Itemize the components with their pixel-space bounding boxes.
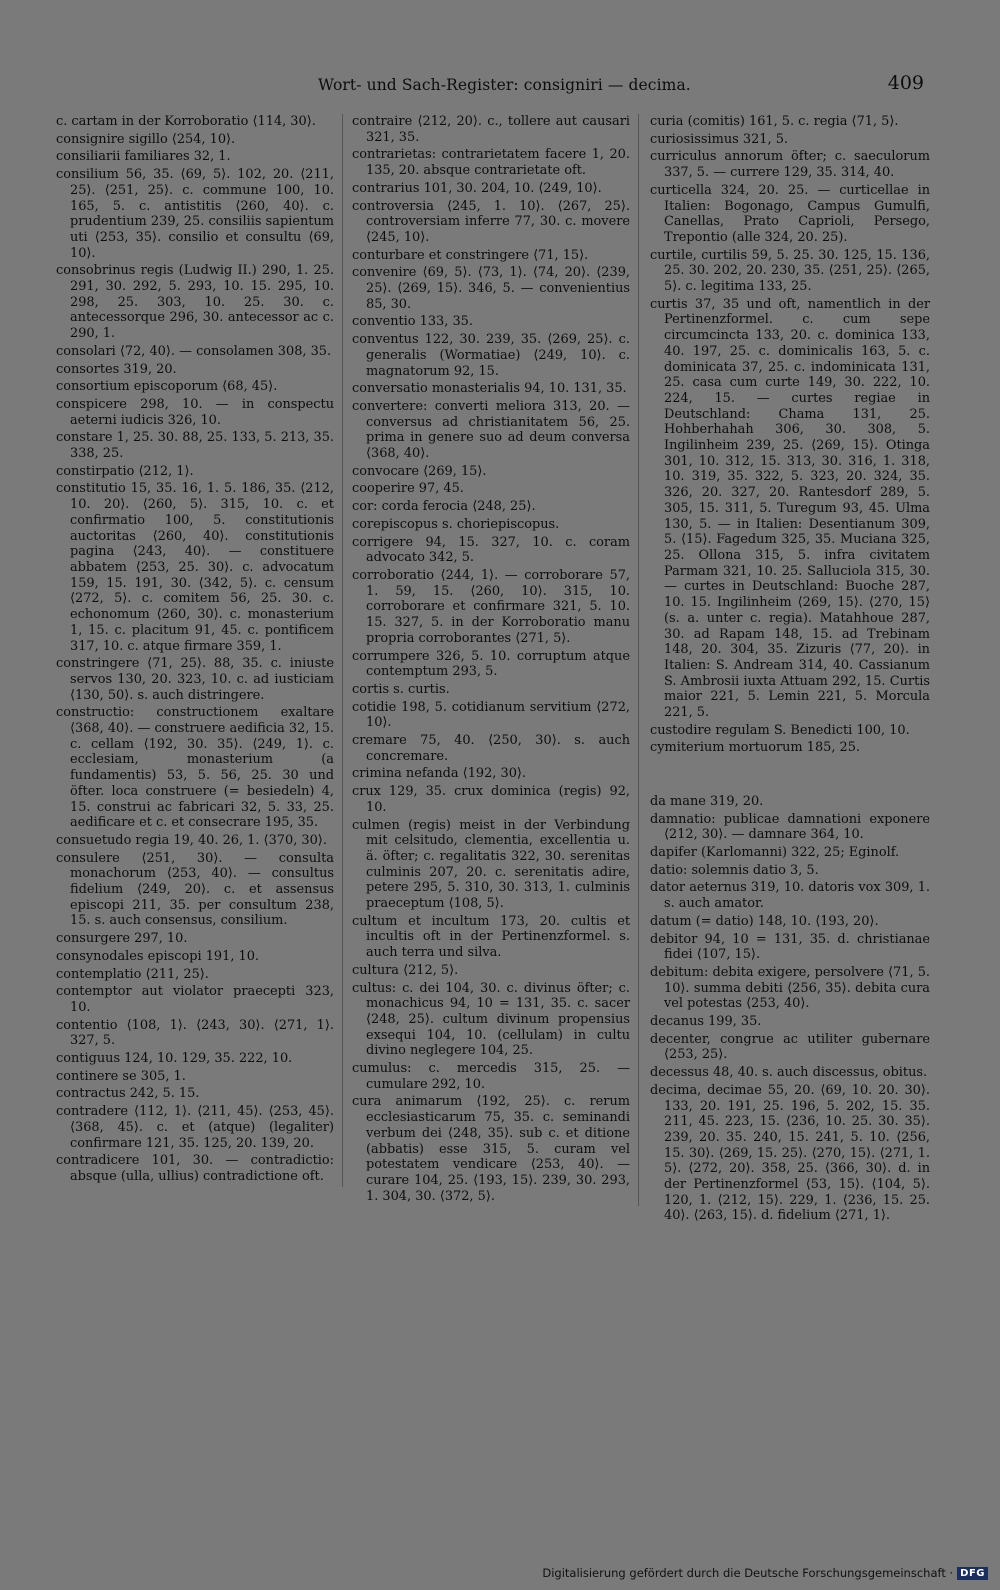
index-entry: datio: solemnis datio 3, 5.	[650, 862, 819, 878]
index-entry: cultus: c. dei 104, 30. c. divinus öfter; c. monachicus 94, 10 = 131, 35. c. sacer ⟨248, 25⟩. cultum divinum propensius exsequi 104, 10. (cellulam) in cultu divino neglegere 104, 25.	[352, 980, 630, 1059]
index-entry: consuetudo regia 19, 40. 26, 1. ⟨370, 30⟩.	[56, 832, 327, 848]
index-entry: cremare 75, 40. ⟨250, 30⟩. s. auch concremare.	[352, 733, 630, 764]
index-entry: cumulus: c. mercedis 315, 25. — cumulare 292, 10.	[352, 1061, 630, 1092]
index-entry: debitor 94, 10 = 131, 35. d. christianae fidei ⟨107, 15⟩.	[650, 931, 930, 963]
index-entry: cura animarum ⟨192, 25⟩. c. rerum ecclesiasticarum 75, 35. c. seminandi verbum dei ⟨248, 35⟩. sub c. et ditione (abbatis) esse 315, 5. curam vel potestatem vendicare ⟨253, 40⟩. — curare 104, 25. ⟨193, 15⟩. 239, 30. 293, 1. 304, 30. ⟨372, 5⟩.	[352, 1094, 630, 1204]
page-number: 409	[887, 72, 924, 94]
index-entry: decima, decimae 55, 20. ⟨69, 10. 20. 30⟩. 133, 20. 191, 25. 196, 5. 202, 15. 35. 211, 45. 223, 15. ⟨236, 10. 25. 30. 35⟩. 239, 20. 35. 240, 15. 241, 5. 10. ⟨256, 15. 30⟩. ⟨269, 15. 25⟩. ⟨270, 15⟩. ⟨271, 1. 5⟩. ⟨272, 20⟩. 358, 25. ⟨366, 30⟩. d. in der Pertinenzformel ⟨53, 15⟩. ⟨104, 5⟩. 120, 1. ⟨212, 15⟩. 229, 1. ⟨236, 15. 25. 40⟩. ⟨263, 15⟩. d. fidelium ⟨271, 1⟩.	[650, 1082, 930, 1224]
index-entry: convenire ⟨69, 5⟩. ⟨73, 1⟩. ⟨74, 20⟩. ⟨239, 25⟩. ⟨269, 15⟩. 346, 5. — convenientius 85, 30.	[352, 265, 630, 312]
index-entry: corrigere 94, 15. 327, 10. c. coram advocato 342, 5.	[352, 534, 630, 566]
index-entry: consilium 56, 35. ⟨69, 5⟩. 102, 20. ⟨211, 25⟩. ⟨251, 25⟩. c. commune 100, 10. 165, 5. c. antistitis ⟨260, 40⟩. c. prudentium 239, 25. consiliis sapientum uti ⟨253, 35⟩. consilio et consultu ⟨69, 10⟩.	[56, 167, 334, 261]
index-entry: corroboratio ⟨244, 1⟩. — corroborare 57, 1. 59, 15. ⟨260, 10⟩. 315, 10. corroborare et confirmare 321, 5. 10. 15. 327, 5. in der Korroboratio manu propria corroborantes ⟨271, 5⟩.	[352, 567, 630, 646]
index-entry: convocare ⟨269, 15⟩.	[352, 463, 487, 479]
index-entry: constirpatio ⟨212, 1⟩.	[56, 463, 194, 479]
index-entry: conversatio monasterialis 94, 10. 131, 35.	[352, 381, 627, 397]
index-entry: consulere ⟨251, 30⟩. — consulta monachorum ⟨253, 40⟩. — consultus fidelium ⟨249, 20⟩. c. et assensus episcopi 211, 35. per consultum 238, 15. s. auch consensus, consilium.	[56, 850, 334, 929]
index-entry: c. cartam in der Korroboratio ⟨114, 30⟩.	[56, 114, 316, 129]
index-entry: curtile, curtilis 59, 5. 25. 30. 125, 15. 136, 25. 30. 202, 20. 230, 35. ⟨251, 25⟩. ⟨265, 5⟩. c. legitima 133, 25.	[650, 247, 930, 295]
index-entry: contrarius 101, 30. 204, 10. ⟨249, 10⟩.	[352, 180, 602, 196]
index-entry: cymiterium mortuorum 185, 25.	[650, 740, 861, 756]
index-entry: crimina nefanda ⟨192, 30⟩.	[352, 766, 527, 782]
index-entry: constringere ⟨71, 25⟩. 88, 35. c. iniuste servos 130, 20. 323, 10. c. ad iusticiam ⟨130, 50⟩. s. auch distringere.	[56, 656, 334, 703]
index-entry: contemplatio ⟨211, 25⟩.	[56, 966, 209, 982]
index-entry: consiliarii familiares 32, 1.	[56, 149, 231, 165]
index-entry: consurgere 297, 10.	[56, 931, 188, 947]
index-entry: continere se 305, 1.	[56, 1068, 186, 1084]
index-entry: culmen (regis) meist in der Verbindung mit celsitudo, clementia, excellentia u. ä. öfter; c. regalitatis 322, 30. serenitas culminis 207, 20. c. serenitatis adire, petere 295, 5. 310, 30. 313, 1. culminis praeceptum ⟨108, 5⟩.	[352, 817, 630, 912]
index-entry: cotidie 198, 5. cotidianum servitium ⟨272, 10⟩.	[352, 699, 630, 731]
index-entry: cor: corda ferocia ⟨248, 25⟩.	[352, 499, 536, 515]
index-entry: convertere: converti meliora 313, 20. — conversus ad christianitatem 56, 25. prima in genere suo ad deum conversa ⟨368, 40⟩.	[352, 398, 630, 462]
index-entry: contiguus 124, 10. 129, 35. 222, 10.	[56, 1051, 293, 1067]
index-entry: consolari ⟨72, 40⟩. — consolamen 308, 35.	[56, 343, 332, 359]
index-entry: constare 1, 25. 30. 88, 25. 133, 5. 213, 35. 338, 25.	[56, 430, 334, 462]
index-entry: contentio ⟨108, 1⟩. ⟨243, 30⟩. ⟨271, 1⟩. 327, 5.	[56, 1017, 334, 1049]
index-entry: decessus 48, 40. s. auch discessus, obitus.	[650, 1065, 928, 1081]
index-entry: curticella 324, 20. 25. — curticellae in Italien: Bogonago, Campus Gumulfi, Canellas, Prato Caprioli, Persego, Trepontio (alle 324, 20. 25).	[650, 182, 930, 245]
index-entry: cooperire 97, 45.	[352, 481, 464, 497]
index-entry: curiosissimus 321, 5.	[650, 131, 788, 147]
index-entry: conspicere 298, 10. — in conspectu aeterni iudicis 326, 10.	[56, 396, 334, 428]
dfg-logo: DFG	[957, 1567, 988, 1580]
digitization-credit	[542, 1566, 988, 1580]
index-entry: da mane 319, 20.	[650, 793, 764, 809]
index-entry: debitum: debita exigere, persolvere ⟨71, 5. 10⟩. summa debiti ⟨256, 35⟩. debita cura vel potestas ⟨253, 40⟩.	[650, 964, 930, 1012]
section-gap	[650, 769, 930, 781]
index-entry: cortis s. curtis.	[352, 681, 450, 697]
index-entry: decenter, congrue ac utiliter gubernare ⟨253, 25⟩.	[650, 1031, 930, 1063]
index-entry: datum (= datio) 148, 10. ⟨193, 20⟩.	[650, 913, 879, 929]
index-entry: cultura ⟨212, 5⟩.	[352, 962, 459, 978]
index-column-2	[352, 114, 639, 1206]
index-entry: controversia ⟨245, 1. 10⟩. ⟨267, 25⟩. controversiam inferre 77, 30. c. movere ⟨245, 10⟩.	[352, 198, 630, 245]
index-entry: contrarietas: contrarietatem facere 1, 20. 135, 20. absque contrarietate oft.	[352, 147, 630, 179]
index-entry: dator aeternus 319, 10. datoris vox 309, 1. s. auch amator.	[650, 880, 930, 912]
index-entry: consignire sigillo ⟨254, 10⟩.	[56, 131, 236, 147]
index-entry: contractus 242, 5. 15.	[56, 1086, 200, 1102]
index-entry: contemptor aut violator praecepti 323, 10.	[56, 984, 334, 1015]
index-entry: custodire regulam S. Benedicti 100, 10.	[650, 722, 910, 738]
page-header	[56, 74, 926, 100]
running-head: Wort- und Sach-Register: consigniri — decima.	[318, 76, 691, 94]
index-entry: curtis 37, 35 und oft, namentlich in der Pertinenzformel. c. cum sepe circumcincta 133, 20. c. dominica 133, 40. 197, 25. c. dominicalis 163, 5. c. dominicata 37, 25. c. indominicata 131, 25. casa cum curte 149, 30. 222, 10. 224, 15. — curtes regiae in Deutschland: Chama 131, 25. Hohberhahah 306, 30. 308, 5. Ingilinheim 239, 25. ⟨269, 15⟩. Otinga 301, 10. 312, 15. 313, 30. 316, 1. 318, 10. 319, 35. 322, 5. 323, 20. 324, 35. 326, 20. 327, 20. Rantesdorf 289, 5. 305, 15. 311, 5. Turegum 93, 45. Ulma 130, 5. — in Italien: Desentianum 309, 5. ⟨15⟩. Fagedum 325, 35. Muciana 325, 25. Ollona 315, 5. infra civitatem Parmam 321, 10. 25. Salluciola 315, 30. — curtes in Deutschland: Buoche 287, 10. 15. Ingilinheim ⟨269, 15⟩. ⟨270, 15⟩ (s. a. unter c. regia). Matahhoue 287, 30. ad Rapam 148, 15. ad Trebinam 148, 20. 304, 35. Zizuris ⟨77, 20⟩. in Italien: S. Andream 314, 40. Cassianum S. Ambrosii iuxta Attuam 292, 15. Curtis maior 221, 5. Lemin 221, 5. Morcula 221, 5.	[650, 296, 930, 721]
index-entry: consortes 319, 20.	[56, 361, 177, 377]
index-entry: corrumpere 326, 5. 10. corruptum atque contemptum 293, 5.	[352, 648, 630, 680]
index-entry: conturbare et constringere ⟨71, 15⟩.	[352, 247, 589, 263]
index-entry: contradicere 101, 30. — contradictio: absque (ulla, ullius) contradictione oft.	[56, 1153, 334, 1184]
index-entry: corepiscopus s. choriepiscopus.	[352, 516, 560, 532]
index-column-3	[650, 114, 930, 1226]
index-entry: dapifer (Karlomanni) 322, 25; Eginolf.	[650, 845, 900, 861]
index-entry: crux 129, 35. crux dominica (regis) 92, 10.	[352, 784, 630, 815]
index-entry: consynodales episcopi 191, 10.	[56, 948, 260, 964]
index-entry: curriculus annorum öfter; c. saeculorum 337, 5. — currere 129, 35. 314, 40.	[650, 149, 930, 181]
credit-text: Digitalisierung gefördert durch die Deutsche Forschungsgemeinschaft ·	[542, 1566, 954, 1580]
index-entry: conventio 133, 35.	[352, 314, 473, 330]
index-entry: consobrinus regis (Ludwig II.) 290, 1. 25. 291, 30. 292, 5. 293, 10. 15. 295, 10. 298, 25. 303, 10. 25. 30. c. antecessorque 296, 30. antecessor ac c. 290, 1.	[56, 263, 334, 342]
index-entry: damnatio: publicae damnationi exponere ⟨212, 30⟩. — damnare 364, 10.	[650, 811, 930, 843]
index-entry: constitutio 15, 35. 16, 1. 5. 186, 35. ⟨212, 10. 20⟩. ⟨260, 5⟩. 315, 10. c. et confirmatio 100, 5. constitutionis auctoritas ⟨260, 40⟩. constitutionis pagina ⟨243, 40⟩. — constituere abbatem ⟨253, 25. 30⟩. c. advocatum 159, 15. 191, 30. ⟨342, 5⟩. c. censum ⟨272, 5⟩. c. comitem 56, 25. 30. c. echonomum ⟨260, 30⟩. c. monasterium 1, 15. c. placitum 91, 45. c. pontificem 317, 10. c. atque firmare 359, 1.	[56, 481, 334, 654]
index-entry: decanus 199, 35.	[650, 1014, 762, 1030]
index-entry: constructio: constructionem exaltare ⟨368, 40⟩. — construere aedificia 32, 15. c. cellam ⟨192, 30. 35⟩. ⟨249, 1⟩. c. ecclesiam, monasterium (a fundamentis) 53, 5. 56, 25. 30 und öfter. loca construere (= besiedeln) 4, 15. construi ac fabricari 32, 5. 33, 25. aedificare et c. et consecrare 195, 35.	[56, 705, 335, 831]
index-entry: curia (comitis) 161, 5. c. regia ⟨71, 5⟩.	[650, 114, 899, 129]
index-entry: consortium episcoporum ⟨68, 45⟩.	[56, 379, 278, 395]
index-entry: conventus 122, 30. 239, 35. ⟨269, 25⟩. c. generalis (Wormatiae) ⟨249, 10⟩. c. magnatorum 92, 15.	[352, 332, 630, 379]
index-column-1	[56, 114, 343, 1187]
index-entry: contraire ⟨212, 20⟩. c., tollere aut causari 321, 35.	[352, 114, 630, 145]
index-entry: contradere ⟨112, 1⟩. ⟨211, 45⟩. ⟨253, 45⟩. ⟨368, 45⟩. c. et (atque) (legaliter) confirmare 121, 35. 125, 20. 139, 20.	[56, 1104, 334, 1151]
index-entry: cultum et incultum 173, 20. cultis et incultis oft in der Pertinenzformel. s. auch terra und silva.	[352, 913, 630, 961]
